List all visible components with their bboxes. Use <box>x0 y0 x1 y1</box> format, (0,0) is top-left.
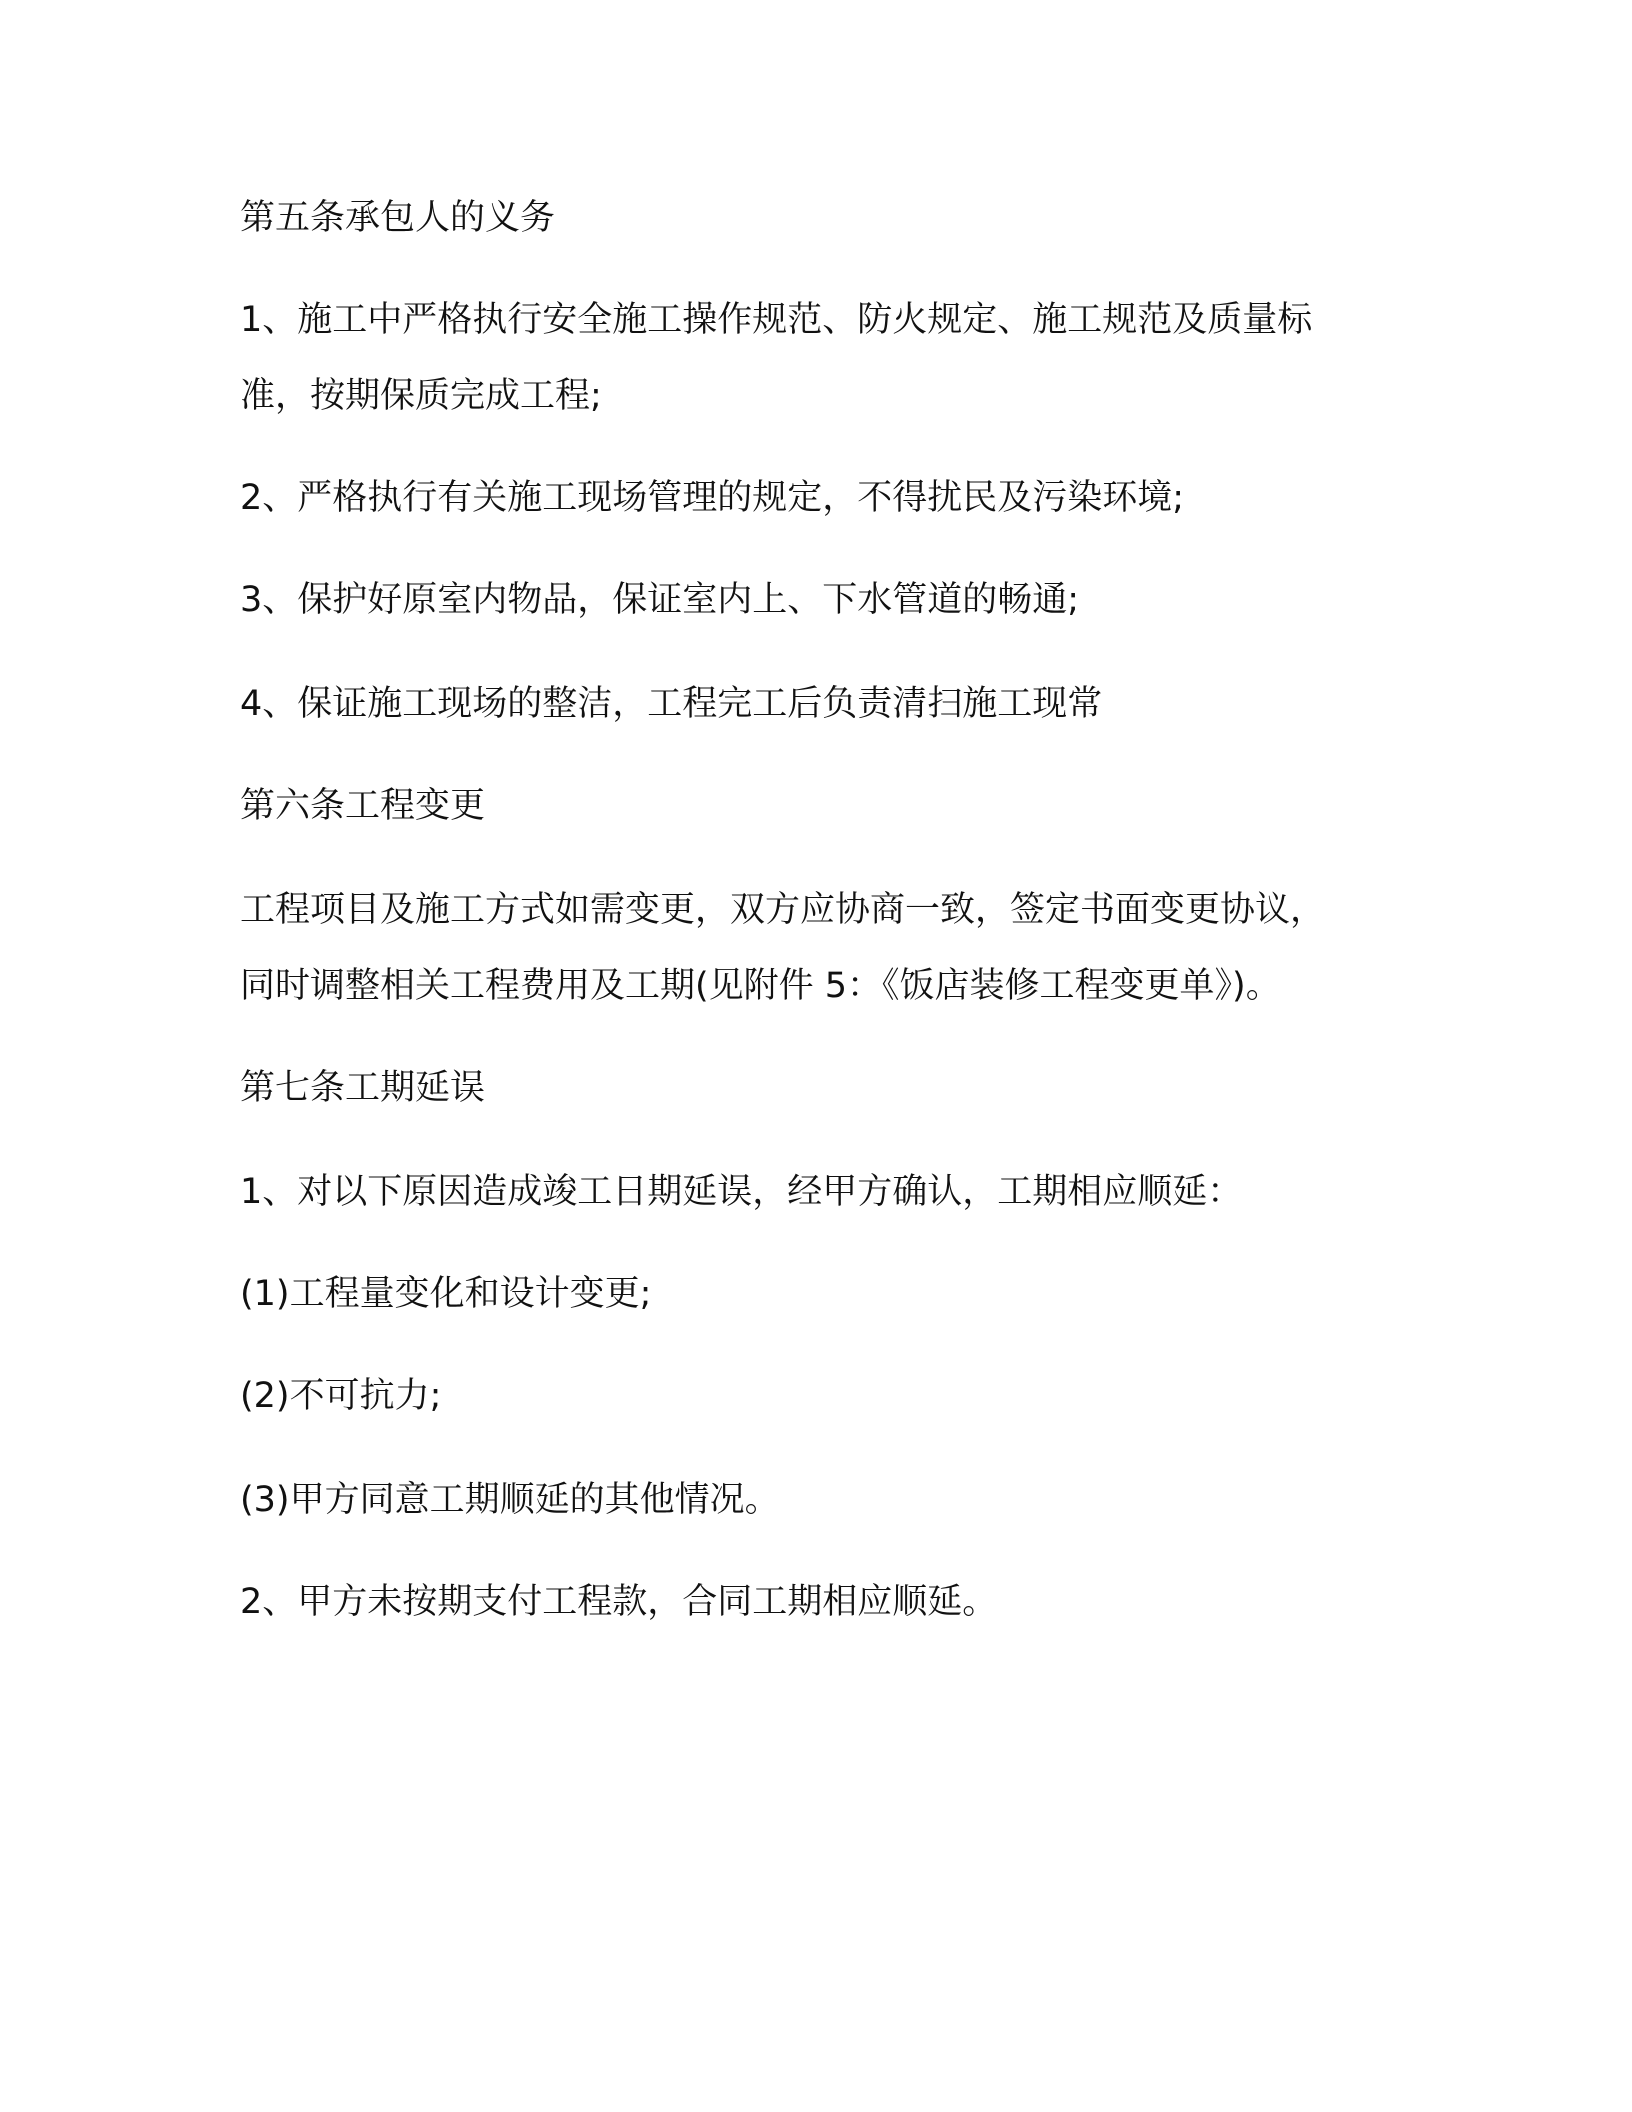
paragraph-line: (3)甲方同意工期顺延的其他情况。 <box>240 1480 780 1520</box>
article-5-heading <box>240 180 1400 256</box>
article-5-item-1 <box>240 282 1400 434</box>
article-7-item-2 <box>240 1564 1400 1640</box>
paragraph-line: 工程项目及施工方式如需变更，双方应协商一致，签定书面变更协议， <box>240 890 1326 930</box>
article-7-item-1-1 <box>240 1256 1400 1332</box>
paragraph-line: (1)工程量变化和设计变更; <box>240 1274 652 1314</box>
paragraph-line: 同时调整相关工程费用及工期(见附件 5：《饭店装修工程变更单》)。 <box>240 966 1281 1006</box>
article-7-item-1 <box>240 1154 1400 1230</box>
heading-text: 第六条工程变更 <box>240 786 486 826</box>
paragraph-line: 准，按期保质完成工程; <box>240 376 602 416</box>
article-5-item-2 <box>240 460 1400 536</box>
paragraph-line: 3、保护好原室内物品，保证室内上、下水管道的畅通; <box>240 580 1080 620</box>
paragraph-line: 1、施工中严格执行安全施工操作规范、防火规定、施工规范及质量标 <box>240 300 1313 340</box>
paragraph-line: (2)不可抗力; <box>240 1376 442 1416</box>
article-6-heading <box>240 768 1400 844</box>
article-7-item-1-2 <box>240 1358 1400 1434</box>
article-7-item-1-3 <box>240 1462 1400 1538</box>
article-7-heading <box>240 1050 1400 1126</box>
heading-text: 第五条承包人的义务 <box>240 198 556 238</box>
article-6-body <box>240 872 1400 1024</box>
paragraph-line: 2、严格执行有关施工现场管理的规定，不得扰民及污染环境; <box>240 478 1185 518</box>
heading-text: 第七条工期延误 <box>240 1068 486 1108</box>
paragraph-line: 1、对以下原因造成竣工日期延误，经甲方确认，工期相应顺延： <box>240 1172 1243 1212</box>
paragraph-line: 4、保证施工现场的整洁，工程完工后负责清扫施工现常 <box>240 684 1103 724</box>
paragraph-line: 2、甲方未按期支付工程款，合同工期相应顺延。 <box>240 1582 998 1622</box>
article-5-item-3 <box>240 562 1400 638</box>
article-5-item-4 <box>240 666 1400 742</box>
